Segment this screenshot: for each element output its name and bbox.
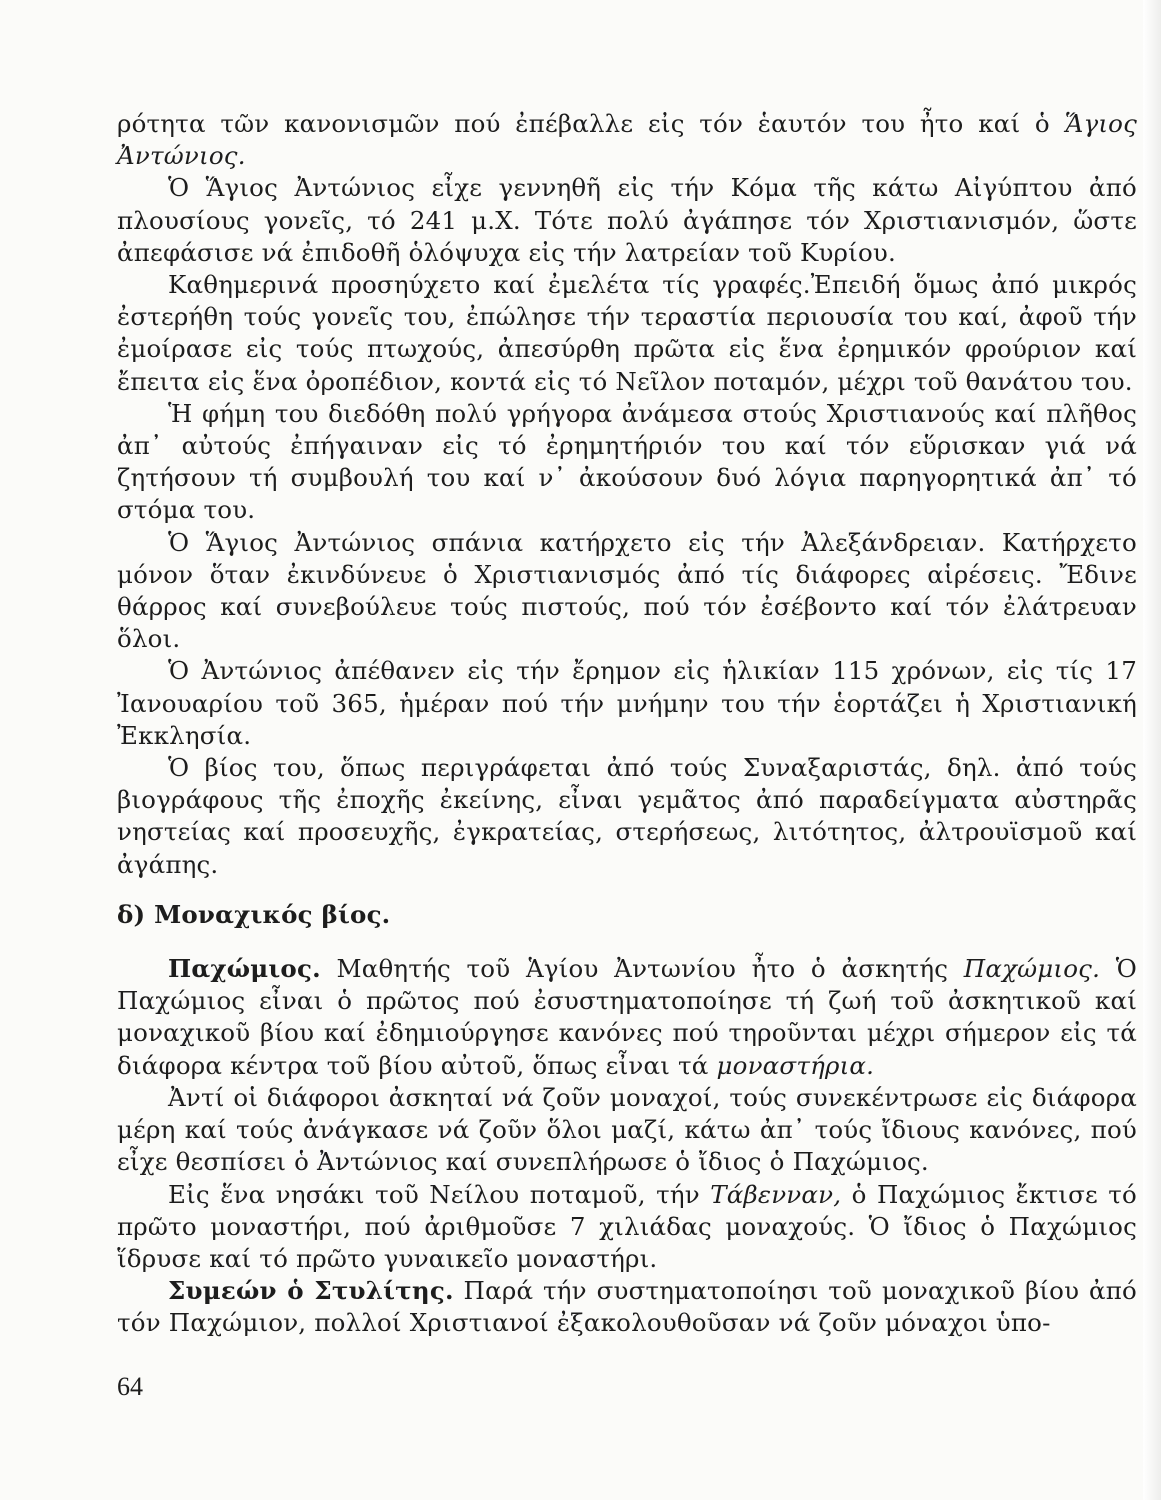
paragraph: Καθημερινά προσηύχετο καί ἐμελέτα τίς γραφές.Ἐπειδή ὅμως ἀπό μικρός ἐστερήθη τούς γονεῖς του, ἐπώλησε τήν τεραστία περιουσία του καί, ἀφοῦ τήν ἐμοίρασε εἰς τούς πτωχούς, ἀπεσύρθη πρῶτα εἰς ἕνα ἐρημικόν φρούριον καί ἔπειτα εἰς ἕνα ὀροπέδιον, κοντά εἰς τό Νεῖλον ποταμόν, μέχρι τοῦ θανάτου του.	[117, 270, 1137, 396]
paragraph: Ὁ Ἅγιος Ἀντώνιος σπάνια κατήρχετο εἰς τήν Ἀλεξάνδρειαν. Κατήρχετο μόνον ὅταν ἐκινδύνευε ὁ Χριστιανισμός ἀπό τίς διάφορες αἱρέσεις. Ἔδινε θάρρος καί συνεβούλευε τούς πιστούς, πού τόν ἐσέβοντο καί τόν ἐλάτρευαν ὅλοι.	[117, 527, 1137, 654]
text-run: Εἰς ἕνα νησάκι τοῦ Νείλου ποταμοῦ, τήν	[168, 1179, 711, 1209]
paragraph: Ὁ βίος του, ὅπως περιγράφεται ἀπό τούς Συναξαριστάς, δηλ. ἀπό τούς βιογράφους τῆς ἐποχῆς ἐκείνης, εἶναι γεμᾶτος ἀπό παραδείγματα αὐστηρᾶς νηστείας καί προσευχῆς, ἐγκρατείας, στερήσεως, λιτότητος, ἀλτρουϊσμοῦ καί ἀγάπης.	[117, 753, 1137, 879]
italic-text-run: Ἅγιος Ἀντώνιος.	[117, 109, 1137, 171]
paragraph: Ἀντί οἱ διάφοροι ἀσκηταί νά ζοῦν μοναχοί, τούς συνεκέντρωσε εἰς διάφορα μέρη καί τούς ἀνάγκασε νά ζοῦν ὅλοι μαζί, κάτω ἀπ᾿ τούς ἴδιους κανόνες, πού εἶχε θεσπίσει ὁ Ἀντώνιος καί συνεπλήρωσε ὁ ἴδιος ὁ Παχώμιος.	[117, 1082, 1137, 1177]
paragraph: Ἡ φήμη του διεδόθη πολύ γρήγορα ἀνάμεσα στούς Χριστιανούς καί πλῆθος ἀπ᾿ αὐτούς ἐπήγαιναν εἰς τό ἐρημητήριόν του καί τόν εὕρισκαν γιά νά ζητήσουν τή συμβουλή του καί ν᾿ ἀκούσουν δυό λόγια παρηγορητικά ἀπ᾿ τό στόμα του.	[117, 398, 1137, 525]
paragraph	[117, 1179, 1137, 1276]
text-run: ρότητα τῶν κανονισμῶν πού ἐπέβαλλε εἰς τόν ἑαυτόν του ἦτο καί ὁ	[117, 109, 1065, 138]
page-edge-shadow	[1143, 0, 1161, 1500]
paragraph: Ὁ Ἀντώνιος ἀπέθανεν εἰς τήν ἔρημον εἰς ἡλικίαν 115 χρόνων, εἰς τίς 17 Ἰανουαρίου τοῦ 365, ἡμέραν πού τήν μνήμην του τήν ἑορτάζει ἡ Χριστιανική Ἐκκλησία.	[117, 656, 1137, 750]
italic-text-run: Τάβενναν,	[710, 1179, 842, 1209]
section-heading: δ) Μοναχικός βίος.	[117, 899, 391, 929]
bold-subheading: Συμεών ὁ Στυλίτης.	[168, 1276, 454, 1306]
paragraph-continuation	[117, 108, 1137, 172]
text-run: Μαθητής τοῦ Ἁγίου Ἀντωνίου ἦτο ὁ ἀσκητής	[320, 954, 964, 984]
text-run: Ὁ Παχώμιος εἶναι ὁ πρῶτος πού ἐσυστηματοποίησε τή ζωή τοῦ ἀσκητικοῦ καί μοναχικοῦ βίου καί ἐδημιούργησε κανόνες πού τηροῦνται μέχρι σήμερον εἰς τά διάφορα κέντρα τοῦ βίου αὐτοῦ, ὅπως εἶναι τά	[117, 954, 1137, 1080]
paragraph	[117, 1275, 1137, 1339]
paragraph: Ὁ Ἅγιος Ἀντώνιος εἶχε γεννηθῆ εἰς τήν Κόμα τῆς κάτω Αἰγύπτου ἀπό πλουσίους γονεῖς, τό 241 μ.Χ. Τότε πολύ ἀγάπησε τόν Χριστιανισμόν, ὥστε ἀπεφάσισε νά ἐπιδοθῆ ὁλόψυχα εἰς τήν λατρείαν τοῦ Κυρίου.	[117, 173, 1137, 267]
text-run: ὁ Παχώμιος ἔκτισε τό πρῶτο μοναστήρι, πού ἀριθμοῦσε 7 χιλιάδας μοναχούς. Ὁ ἴδιος ὁ Παχώμιος ἵδρυσε καί τό πρῶτο γυναικεῖο μοναστήρι.	[117, 1179, 1137, 1273]
bold-subheading: Παχώμιος.	[168, 954, 321, 984]
page-body-text	[117, 108, 1137, 1340]
paragraph	[117, 953, 1137, 1082]
italic-text-run: μοναστήρια.	[716, 1050, 875, 1080]
italic-text-run: Παχώμιος.	[963, 954, 1101, 984]
text-run: Παρά τήν συστηματοποίησι τοῦ μοναχικοῦ βίου ἀπό τόν Παχώμιον, πολλοί Χριστιανοί ἐξακολουθοῦσαν νά ζοῦν μόναχοι ὑπο-	[117, 1276, 1137, 1338]
page-number: 64	[117, 1372, 143, 1401]
